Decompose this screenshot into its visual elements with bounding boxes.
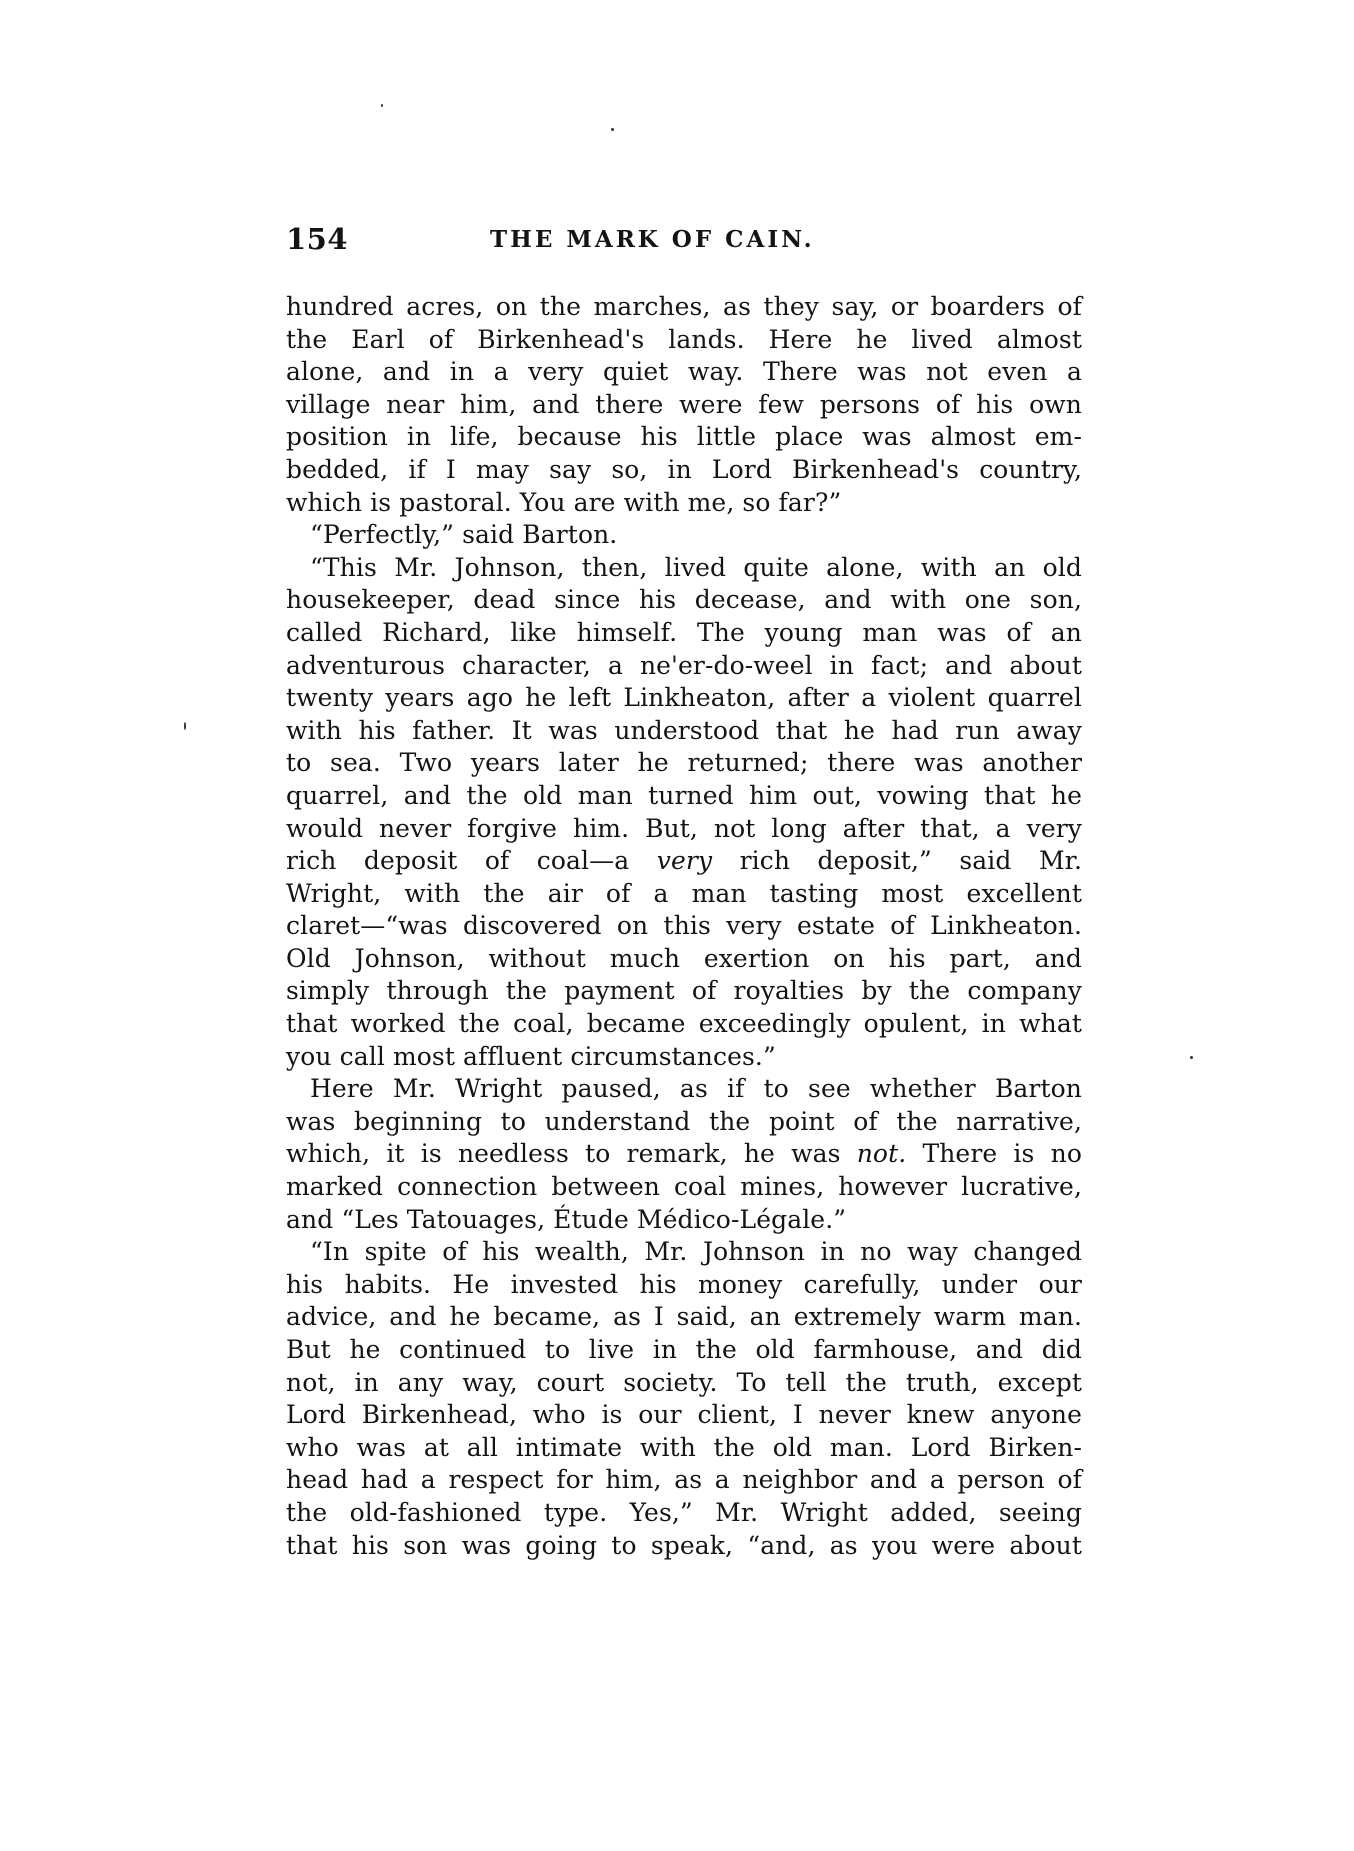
text-line: that worked the coal, became exceedingly opulent, in what — [286, 1009, 1082, 1039]
text-line: and “Les Tatouages, Étude Médico-Légale.” — [286, 1204, 847, 1234]
text-line: his habits. He invested his money carefully, under our — [286, 1269, 1082, 1299]
text-line: to sea. Two years later he returned; there was another — [286, 748, 1082, 778]
text-line: which, it is needless to remark, he was not. There is no — [286, 1139, 1082, 1169]
text-line: claret—“was discovered on this very estate of Linkheaton. — [286, 911, 1082, 941]
text-line: called Richard, like himself. The young man was of an — [286, 617, 1082, 647]
text-line: advice, and he became, as I said, an extremely warm man. — [286, 1302, 1082, 1332]
text-line: the old-fashioned type. Yes,” Mr. Wright added, seeing — [286, 1497, 1082, 1527]
page-number: 154 — [286, 222, 349, 256]
text-line: “In spite of his wealth, Mr. Johnson in no way changed — [310, 1237, 1082, 1267]
text-line: Old Johnson, without much exertion on his part, and — [286, 943, 1082, 973]
text-line: rich deposit of coal—a very rich deposit,” said Mr. — [286, 846, 1082, 876]
text-line: simply through the payment of royalties by the company — [286, 976, 1082, 1006]
text-line: hundred acres, on the marches, as they say, or boarders of — [286, 292, 1082, 321]
text-line: that his son was going to speak, “and, as you were about — [286, 1530, 1082, 1560]
text-line: “This Mr. Johnson, then, lived quite alone, with an old — [310, 552, 1082, 582]
text-line: But he continued to live in the old farmhouse, and did — [286, 1335, 1082, 1364]
text-line: village near him, and there were few persons of his own — [286, 389, 1082, 419]
page-header — [286, 222, 1086, 262]
text-line: position in life, because his little place was almost em- — [286, 422, 1082, 452]
text-line: the Earl of Birkenhead's lands. Here he lived almost — [286, 324, 1082, 354]
text-line: bedded, if I may say so, in Lord Birkenhead's country, — [286, 454, 1082, 484]
running-title: THE MARK OF CAIN. — [490, 226, 815, 253]
text-line: you call most affluent circumstances.” — [286, 1041, 776, 1071]
text-line: who was at all intimate with the old man. Lord Birken- — [286, 1432, 1082, 1462]
text-line: alone, and in a very quiet way. There was not even a — [286, 357, 1082, 387]
text-line: Lord Birkenhead, who is our client, I never knew anyone — [286, 1400, 1082, 1430]
text-line: housekeeper, dead since his decease, and with one son, — [286, 585, 1082, 615]
emphasis: very — [656, 846, 713, 876]
ink-speck — [1190, 1056, 1193, 1059]
text-line: Here Mr. Wright paused, as if to see whether Barton — [310, 1074, 1082, 1104]
ink-speck — [381, 104, 383, 107]
ink-speck — [611, 128, 614, 131]
text-line: marked connection between coal mines, however lucrative, — [286, 1172, 1082, 1202]
text-line: would never forgive him. But, not long after that, a very — [286, 813, 1082, 843]
text-line: twenty years ago he left Linkheaton, after a violent quarrel — [286, 683, 1082, 713]
text-line: was beginning to understand the point of the narrative, — [286, 1106, 1082, 1136]
text-line: not, in any way, court society. To tell the truth, except — [286, 1367, 1082, 1397]
emphasis: not. — [856, 1139, 907, 1169]
text-line: adventurous character, a ne'er-do-weel in fact; and about — [286, 650, 1082, 680]
text-line: which is pastoral. You are with me, so far?” — [286, 487, 842, 517]
text-line: head had a respect for him, as a neighbor and a person of — [286, 1465, 1082, 1495]
text-line: quarrel, and the old man turned him out, vowing that he — [286, 780, 1082, 810]
body-text — [286, 291, 1082, 1562]
ink-speck — [184, 722, 186, 730]
text-line: “Perfectly,” said Barton. — [310, 520, 618, 550]
text-line: with his father. It was understood that he had run away — [286, 715, 1082, 745]
text-line: Wright, with the air of a man tasting most excellent — [286, 878, 1082, 908]
